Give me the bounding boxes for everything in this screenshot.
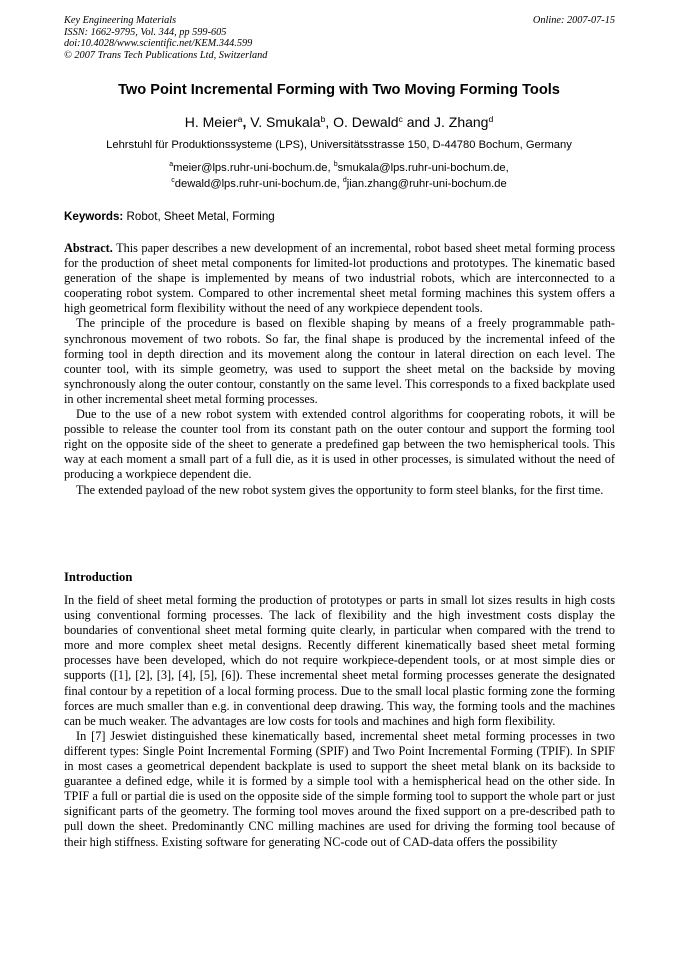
email-line [0, 161, 678, 177]
journal-header [64, 15, 615, 61]
journal-name: Key Engineering Materials [64, 15, 177, 26]
keywords-text: Robot, Sheet Metal, Forming [126, 210, 275, 223]
email-link[interactable]: dewald@lps.ruhr-uni-bochum.de, [174, 177, 340, 190]
author-list [0, 114, 678, 130]
email-sup: d [342, 176, 347, 184]
affiliation: Lehrstuhl für Produktionssysteme (LPS), Universitätsstrasse 150, D-44780 Bochum, Germany [106, 139, 572, 151]
author-sup: d [488, 114, 494, 124]
abstract-paragraph: Due to the use of a new robot system with extended control algorithms for cooperating robots, it will be possible to release the counter tool from its constant path on the outer contour and support the forming tool right on the opposite side of the sheet to generate a predefined gap between the two hemispherical tools. This way at each moment a small part of a full die, as it is used in other processes, is simulated without the need of producing a workpiece dependent die. [64, 407, 615, 482]
paper-title: Two Point Incremental Forming with Two Moving Forming Tools [118, 82, 560, 98]
author-separator: , [325, 114, 330, 130]
copyright-line: © 2007 Trans Tech Publications Ltd, Switzerland [64, 49, 268, 61]
author-name: V. Smukala [246, 114, 321, 130]
abstract-section [64, 241, 615, 498]
email-sup: c [171, 176, 175, 184]
abstract-label: Abstract. [64, 241, 113, 255]
abstract-paragraph: The extended payload of the new robot system gives the opportunity to form steel blanks, for the first time. [76, 482, 604, 497]
email-line [0, 177, 678, 193]
abstract-text: This paper describes a new development of an incremental, robot based sheet metal forming process for the production of sheet metal components for limited-lot productions and prototypes. The kinematic based generation of the shape is implemented by means of two industrial robots, which are interconnected to a cooperating robot system. Compared to other incremental sheet metal forming machines this system offers a high geometrical form flexibility without the need of any workpiece dependent tools. [64, 241, 615, 316]
email-sup: a [169, 161, 174, 168]
introduction-heading: Introduction [64, 570, 133, 584]
abstract-paragraph: The principle of the procedure is based on flexible shaping by means of a freely programmable path-synchronous movement of two robots. So far, the final shape is produced by the incremental infeed of the forming tool in depth direction and its movement along the contour in lateral direction on each level. The counter tool, with its simple geometry, was used to support the sheet metal on the backside by moving synchronously along the outer contour, constantly on the same level. This corresponds to a fixed backplate used in other incremental sheet metal forming processes. [64, 316, 615, 406]
introduction-section [64, 593, 615, 850]
email-link[interactable]: meier@lps.ruhr-uni-bochum.de, [173, 162, 331, 174]
email-link[interactable]: smukala@lps.ruhr-uni-bochum.de, [337, 162, 509, 174]
online-date: Online: 2007-07-15 [532, 15, 615, 26]
author-name: O. Dewald [329, 114, 399, 130]
email-link[interactable]: jian.zhang@ruhr-uni-bochum.de [346, 177, 507, 190]
introduction-paragraph: In the field of sheet metal forming the production of prototypes or parts in small lot sizes results in high costs using conventional forming processes. The lack of flexibility and the high investment costs display the boundaries of conventional sheet metal forming quite clearly, in particular when compared with the trend to more and more complex sheet metal designs. Recently different kinematically based sheet metal forming processes have been developed, which do not require workpiece-dependent tools, or at most simple dies or supports ([1], [2], [3], [4], [5], [6]). These incremental sheet metal forming processes generate the designated final contour by a repetition of a local forming process. Due to the small local plastic forming zone the forming forces are much smaller than e.g. in conventional deep drawing. This way, the forming tools and the machines can be much weaker. The advantages are low costs for tools and machines and high form flexibility. [64, 593, 615, 728]
author-name: J. Zhang [430, 114, 489, 130]
keywords-line [64, 210, 275, 223]
author-sup: a [237, 114, 243, 124]
email-block [0, 161, 678, 192]
author-separator: and [402, 114, 431, 130]
author-sup: c [398, 114, 403, 124]
author-separator: , [242, 114, 247, 130]
author-name: H. Meier [184, 114, 238, 130]
email-sup: b [333, 161, 338, 168]
abstract-paragraph [64, 241, 615, 316]
keywords-label: Keywords: [64, 210, 124, 223]
author-sup: b [320, 114, 326, 124]
issn-line: ISSN: 1662-9795, Vol. 344, pp 599-605 [64, 26, 227, 38]
introduction-paragraph: In [7] Jeswiet distinguished these kinematically based, incremental sheet metal forming processes in two different types: Single Point Incremental Forming (SPIF) and Two Point Incremental Forming (TPIF). In SPIF in most cases a geometrical dependent backplate is used to support the sheet metal blank on its backside to guarantee a defined edge, while it is formed by a simple tool with a hemispherical head on the other side. In TPIF a full or partial die is used on the opposite side of the simple forming tool to support the whole part or just significant parts of the geometry. The forming tool moves around the fixed support on a pre-described path to pull down the sheet. Predominantly CNC milling machines are used for driving the forming tool because of their high stiffness. Existing software for generating NC-code out of CAD-data offers the possibility [64, 728, 615, 849]
doi-line[interactable]: doi:10.4028/www.scientific.net/KEM.344.599 [64, 38, 253, 50]
